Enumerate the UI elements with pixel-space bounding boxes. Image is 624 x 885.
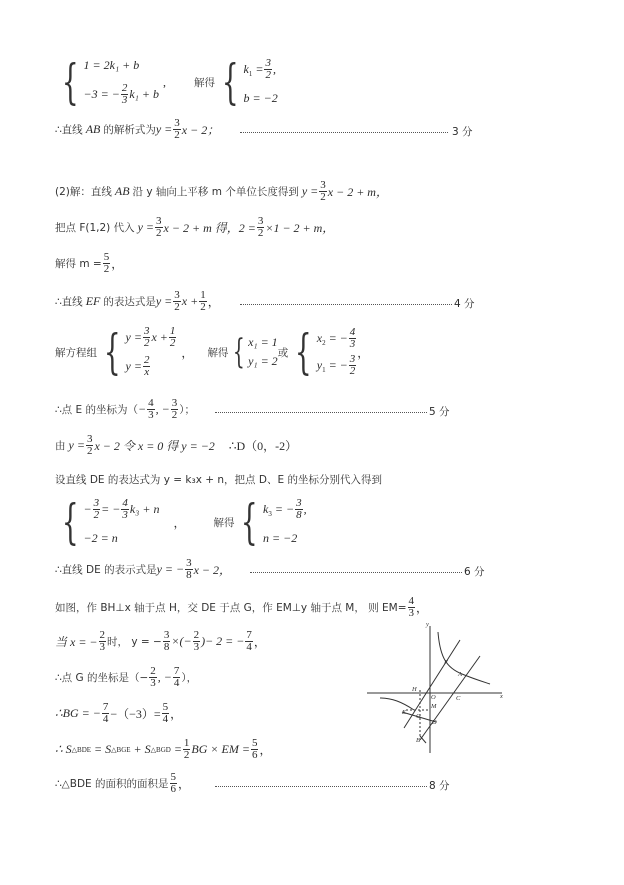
solve-label: 解得 (193, 76, 215, 89)
svg-text:B: B (416, 737, 420, 744)
part1-solution: { $k_1$ = $\frac{3}{2}$ , b = −2 (221, 54, 278, 110)
svg-text:A: A (458, 671, 462, 678)
part1-system-row: { 1 = 2k₁ + b −3 = − $\frac{2}{3}$ k₁ + b , 解得 { $k_1$ = $\frac{3}{2}$ , b = −2 (55, 58, 278, 106)
score-4: 4 分 (454, 298, 475, 310)
hyperbola-q1 (438, 632, 490, 684)
part2-point-d: 由 y = $\frac{3}{2}$ x − 2 令 x = 0 得 y = −2 ∴D（0，-2） (55, 433, 298, 457)
part2-bg-length: ∴BG = − $\frac{7}{4}$ −（−3）= $\frac{5}{4}$ ， (55, 701, 183, 725)
part2-when-x: 当 x = − $\frac{2}{3}$ 时， y = − $\frac{3}{8}$ ×(− $\frac{2}{3}$ ) − 2 = − $\frac{7}{4}$ ， (55, 629, 266, 653)
svg-text:F: F (444, 659, 448, 666)
svg-text:C: C (456, 695, 461, 702)
part2-intro: (2)解：直线 AB 沿 y 轴向上平移 m 个单位长度得到 y = $\frac{3}{2}$ x − 2 + m， (55, 179, 388, 203)
score-6: 6 分 (464, 566, 485, 578)
svg-text:O: O (431, 694, 436, 701)
part2-de-expression: ∴直线 DE 的表示式是 y = − $\frac{3}{8}$ x − 2， (55, 557, 232, 581)
part2-system: 解方程组 { y = $\frac{3}{2}$ x + $\frac{1}{2}$ y = $\frac{2}{x}$ ， 解得 { x₁ = 1 y₁ = 2 或 { $x_2$ = − $\frac{4}{3}$ $y_1$ = − $\frac{3}{2}$ ， (55, 324, 370, 380)
part2-substitute: 把点 F(1,2) 代入 y = $\frac{3}{2}$ x − 2 + m 得，2 = $\frac{3}{2}$ ×1 − 2 + m， (55, 215, 335, 239)
dotted-leader (240, 132, 448, 133)
part2-area-calc: ∴ S △BDE = S △BGE + S △BGD = $\frac{1}{2}$ BG × EM = $\frac{5}{6}$ ， (55, 737, 272, 761)
line-ef (420, 656, 480, 740)
part2-m-value: 解得 m = $\frac{5}{2}$ ， (55, 251, 124, 275)
dotted-leader (250, 572, 462, 573)
dotted-leader (240, 304, 452, 305)
part2-ef-expression: ∴直线 EF 的表达式是 y = $\frac{3}{2}$ x + $\frac{1}{2}$ ， (55, 289, 220, 313)
svg-text:M: M (431, 703, 437, 710)
hyperbola-q3 (380, 698, 414, 710)
part1-system (55, 54, 159, 110)
coordinate-figure (362, 618, 512, 758)
part2-de-setup: 设直线 DE 的表达式为 y = k₃x + n，把点 D、E 的坐标分别代入得到 (55, 474, 382, 486)
part2-point-e: ∴点 E 的坐标为（ − $\frac{4}{3}$ , − $\frac{3}{2}$ ）； (55, 397, 195, 421)
dotted-leader (215, 786, 427, 787)
part2-de-system: { − $\frac{3}{2}$ = − $\frac{4}{3}$ k₃ + n −2 = n ， 解得 { $k_3$ = − $\frac{3}{8}$ , n = −2 (61, 494, 307, 550)
part1-conclusion: ∴直线 AB 的解析式为 y = $\frac{3}{2}$ x − 2； (55, 117, 220, 141)
left-brace: { (61, 54, 79, 110)
system-eq1: 1 = 2k₁ + b (83, 58, 140, 72)
score-5: 5 分 (429, 406, 450, 418)
svg-text:G: G (416, 713, 421, 720)
svg-text:D: D (432, 719, 437, 726)
svg-text:x: x (500, 693, 503, 700)
dotted-leader (215, 412, 427, 413)
part2-construction: 如图，作 BH⊥x 轴于点 H，交 DE 于点 G，作 EM⊥y 轴于点 M， 则 EM= $\frac{4}{3}$ ， (55, 595, 429, 619)
part2-point-g: ∴点 G 的坐标是（− $\frac{2}{3}$ , − $\frac{7}{4}$ ）， (55, 665, 198, 689)
svg-text:y: y (426, 621, 429, 628)
part2-final-answer: ∴△BDE 的面积的面积是 $\frac{5}{6}$ ， (55, 771, 191, 795)
score-3: 3 分 (452, 126, 473, 138)
system-eq2: −3 = − $\frac{2}{3}$ k₁ + b (83, 82, 159, 106)
svg-text:H: H (412, 686, 417, 693)
score-8: 8 分 (429, 780, 450, 792)
svg-text:E: E (402, 709, 406, 716)
